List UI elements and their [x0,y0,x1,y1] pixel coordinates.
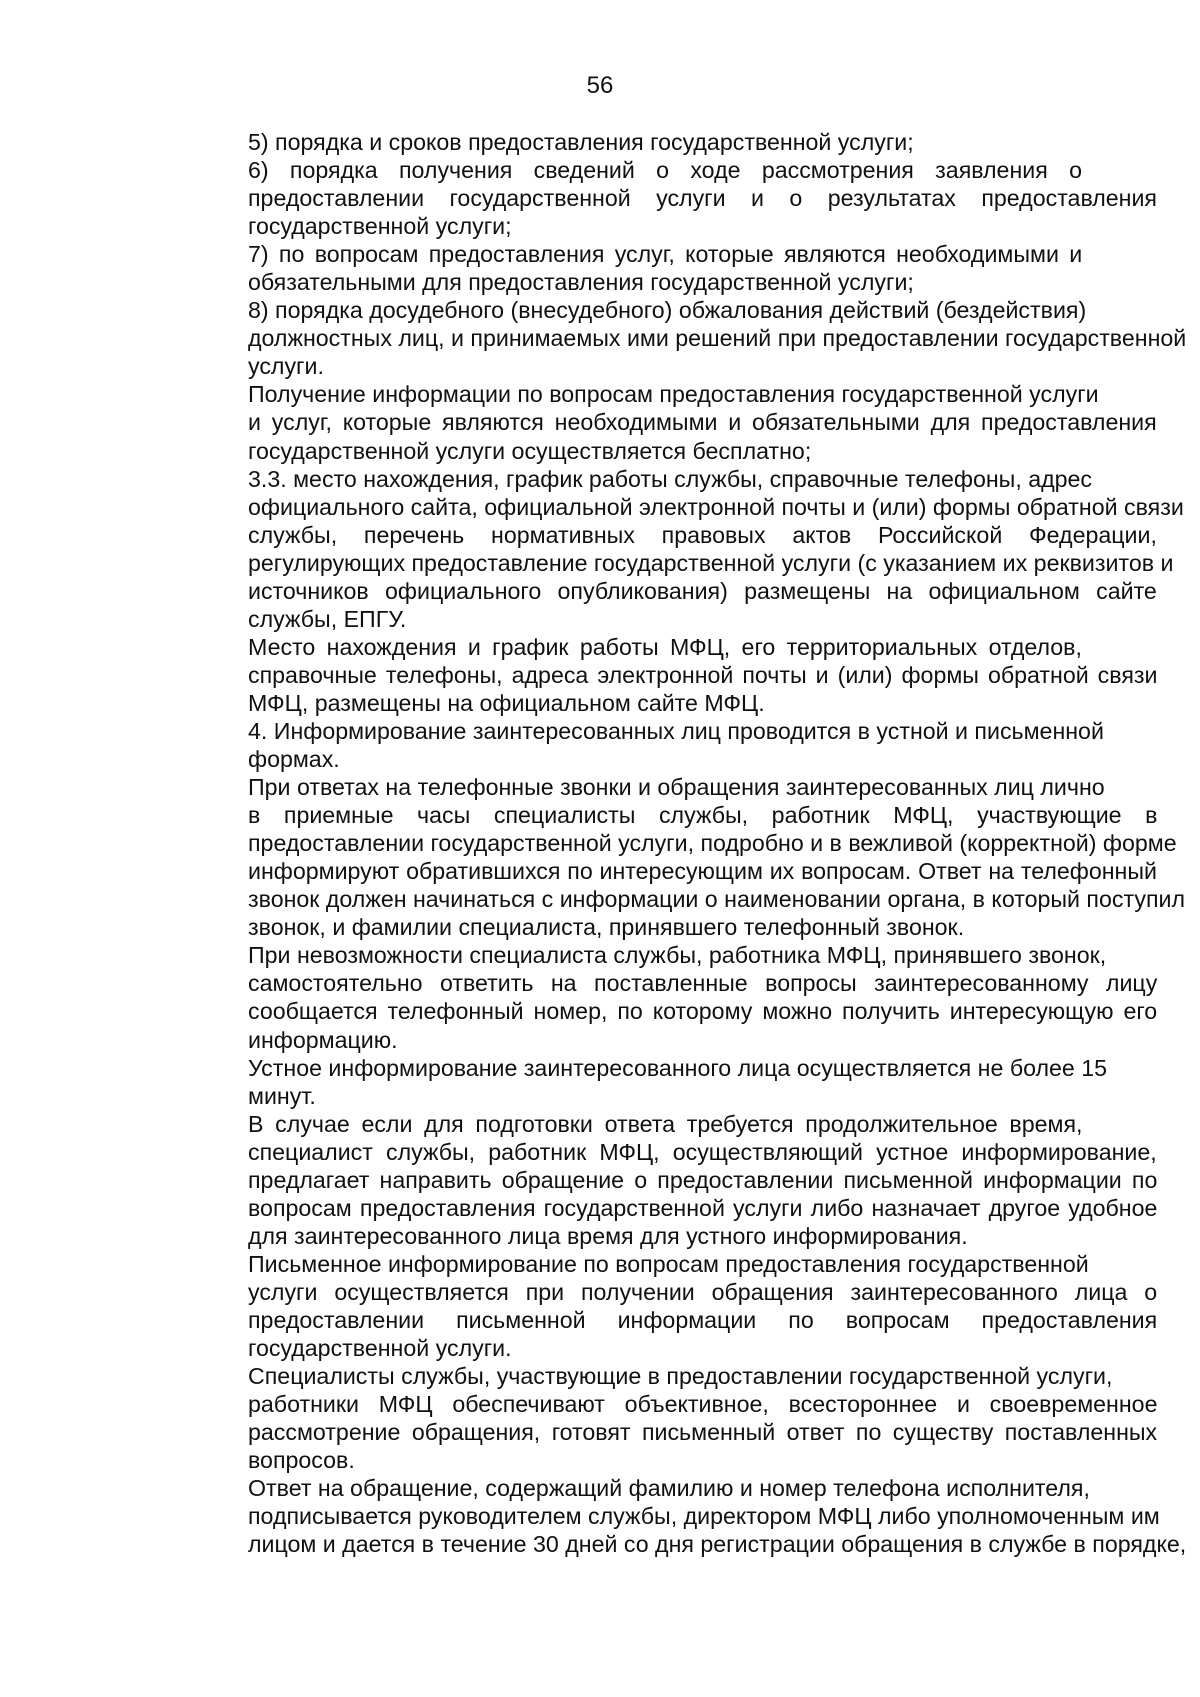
text-line: В случае если для подготовки ответа требуется продолжительное время, [248,1110,1083,1137]
text-line: МФЦ, размещены на официальном сайте МФЦ. [248,689,765,716]
text-line: службы, ЕПГУ. [248,605,407,632]
text-line: государственной услуги; [248,213,512,240]
paragraph [173,1362,1157,1474]
text-line: информацию. [248,1026,398,1053]
paragraph [173,941,1157,1053]
text-line: службы, перечень нормативных правовых актов Российской Федерации, [248,521,1157,548]
text-line: должностных лиц, и принимаемых ими решений при предоставлении государственной [248,325,1187,352]
paragraph [173,296,1187,380]
paragraph [173,380,1157,464]
paragraph [173,1474,1187,1558]
text-line: Получение информации по вопросам предоставления государственной услуги [248,381,1099,408]
text-line: в приемные часы специалисты службы, работник МФЦ, участвующие в [248,802,1158,829]
text-line: Устное информирование заинтересованного лица осуществляется не более 15 [248,1054,1108,1081]
text-line: формах. [248,746,340,773]
paragraph [173,156,1157,240]
text-line: предоставлении государственной услуги, подробно и в вежливой (корректной) форме [248,830,1177,857]
text-line: и услуг, которые являются необходимыми и обязательными для предоставления [248,409,1157,436]
text-line: работники МФЦ обеспечивают объективное, всестороннее и своевременное [248,1391,1158,1418]
text-line: вопросам предоставления государственной услуги либо назначает другое удобное [248,1194,1158,1221]
text-line: предоставлении государственной услуги и о результатах предоставления [248,185,1157,212]
page-number: 56 [586,72,614,99]
text-line: 7) по вопросам предоставления услуг, которые являются необходимыми и [248,241,1083,268]
text-line: При ответах на телефонные звонки и обращения заинтересованных лиц лично [248,774,1105,801]
text-line: услуги. [248,353,324,380]
text-line: При невозможности специалиста службы, работника МФЦ, принявшего звонок, [248,942,1107,969]
text-line: источников официального опубликования) размещены на официальном сайте [248,577,1157,604]
text-line: подписывается руководителем службы, директором МФЦ либо уполномоченным им [248,1503,1160,1530]
paragraph [173,633,1157,717]
text-line: 5) порядка и сроков предоставления государственной услуги; [248,129,914,155]
text-line: звонок должен начинаться с информации о наименовании органа, в который поступил [248,886,1185,913]
text-line: рассмотрение обращения, готовят письменный ответ по существу поставленных [248,1419,1158,1446]
text-line: регулирующих предоставление государственной услуги (с указанием их реквизитов и [248,549,1174,576]
text-line: обязательными для предоставления государственной услуги; [248,269,914,296]
paragraph [173,1110,1157,1250]
text-line: вопросов. [248,1447,355,1474]
text-line: специалист службы, работник МФЦ, осуществляющий устное информирование, [248,1138,1157,1165]
paragraph [173,1054,1157,1110]
text-line: минут. [248,1082,316,1109]
text-line: 8) порядка досудебного (внесудебного) обжалования действий (бездействия) [248,297,1087,324]
text-line: государственной услуги осуществляется бесплатно; [248,437,812,464]
paragraph [173,717,1157,773]
paragraph [173,128,1157,156]
text-line: для заинтересованного лица время для устного информирования. [248,1222,968,1249]
text-line: официального сайта, официальной электронной почты и (или) формы обратной связи [248,493,1184,520]
paragraph [173,465,1184,633]
text-line: Специалисты службы, участвующие в предоставлении государственной услуги, [248,1363,1113,1390]
text-line: предоставлении письменной информации по вопросам предоставления [248,1306,1158,1333]
paragraph [173,773,1185,941]
paragraph [173,240,1157,296]
text-line: звонок, и фамилии специалиста, принявшего телефонный звонок. [248,914,965,941]
text-line: Письменное информирование по вопросам предоставления государственной [248,1250,1089,1277]
paragraph [173,1250,1157,1362]
text-line: 3.3. место нахождения, график работы службы, справочные телефоны, адрес [248,465,1093,492]
text-line: информируют обратившихся по интересующим их вопросам. Ответ на телефонный [248,858,1157,885]
text-line: самостоятельно ответить на поставленные вопросы заинтересованному лицу [248,970,1158,997]
text-line: 6) порядка получения сведений о ходе рассмотрения заявления о [248,157,1082,184]
text-line: Место нахождения и график работы МФЦ, его территориальных отделов, [248,633,1082,660]
text-line: Ответ на обращение, содержащий фамилию и номер телефона исполнителя, [248,1475,1090,1502]
document-body [173,128,1187,1558]
text-line: справочные телефоны, адреса электронной почты и (или) формы обратной связи [248,661,1158,688]
text-line: 4. Информирование заинтересованных лиц проводится в устной и письменной [248,717,1104,744]
text-line: предлагает направить обращение о предоставлении письменной информации по [248,1166,1158,1193]
text-line: услуги осуществляется при получении обращения заинтересованного лица о [248,1278,1158,1305]
text-line: сообщается телефонный номер, по которому можно получить интересующую его [248,998,1158,1025]
text-line: государственной услуги. [248,1335,512,1362]
text-line: лицом и дается в течение 30 дней со дня регистрации обращения в службе в порядке, [248,1531,1187,1558]
